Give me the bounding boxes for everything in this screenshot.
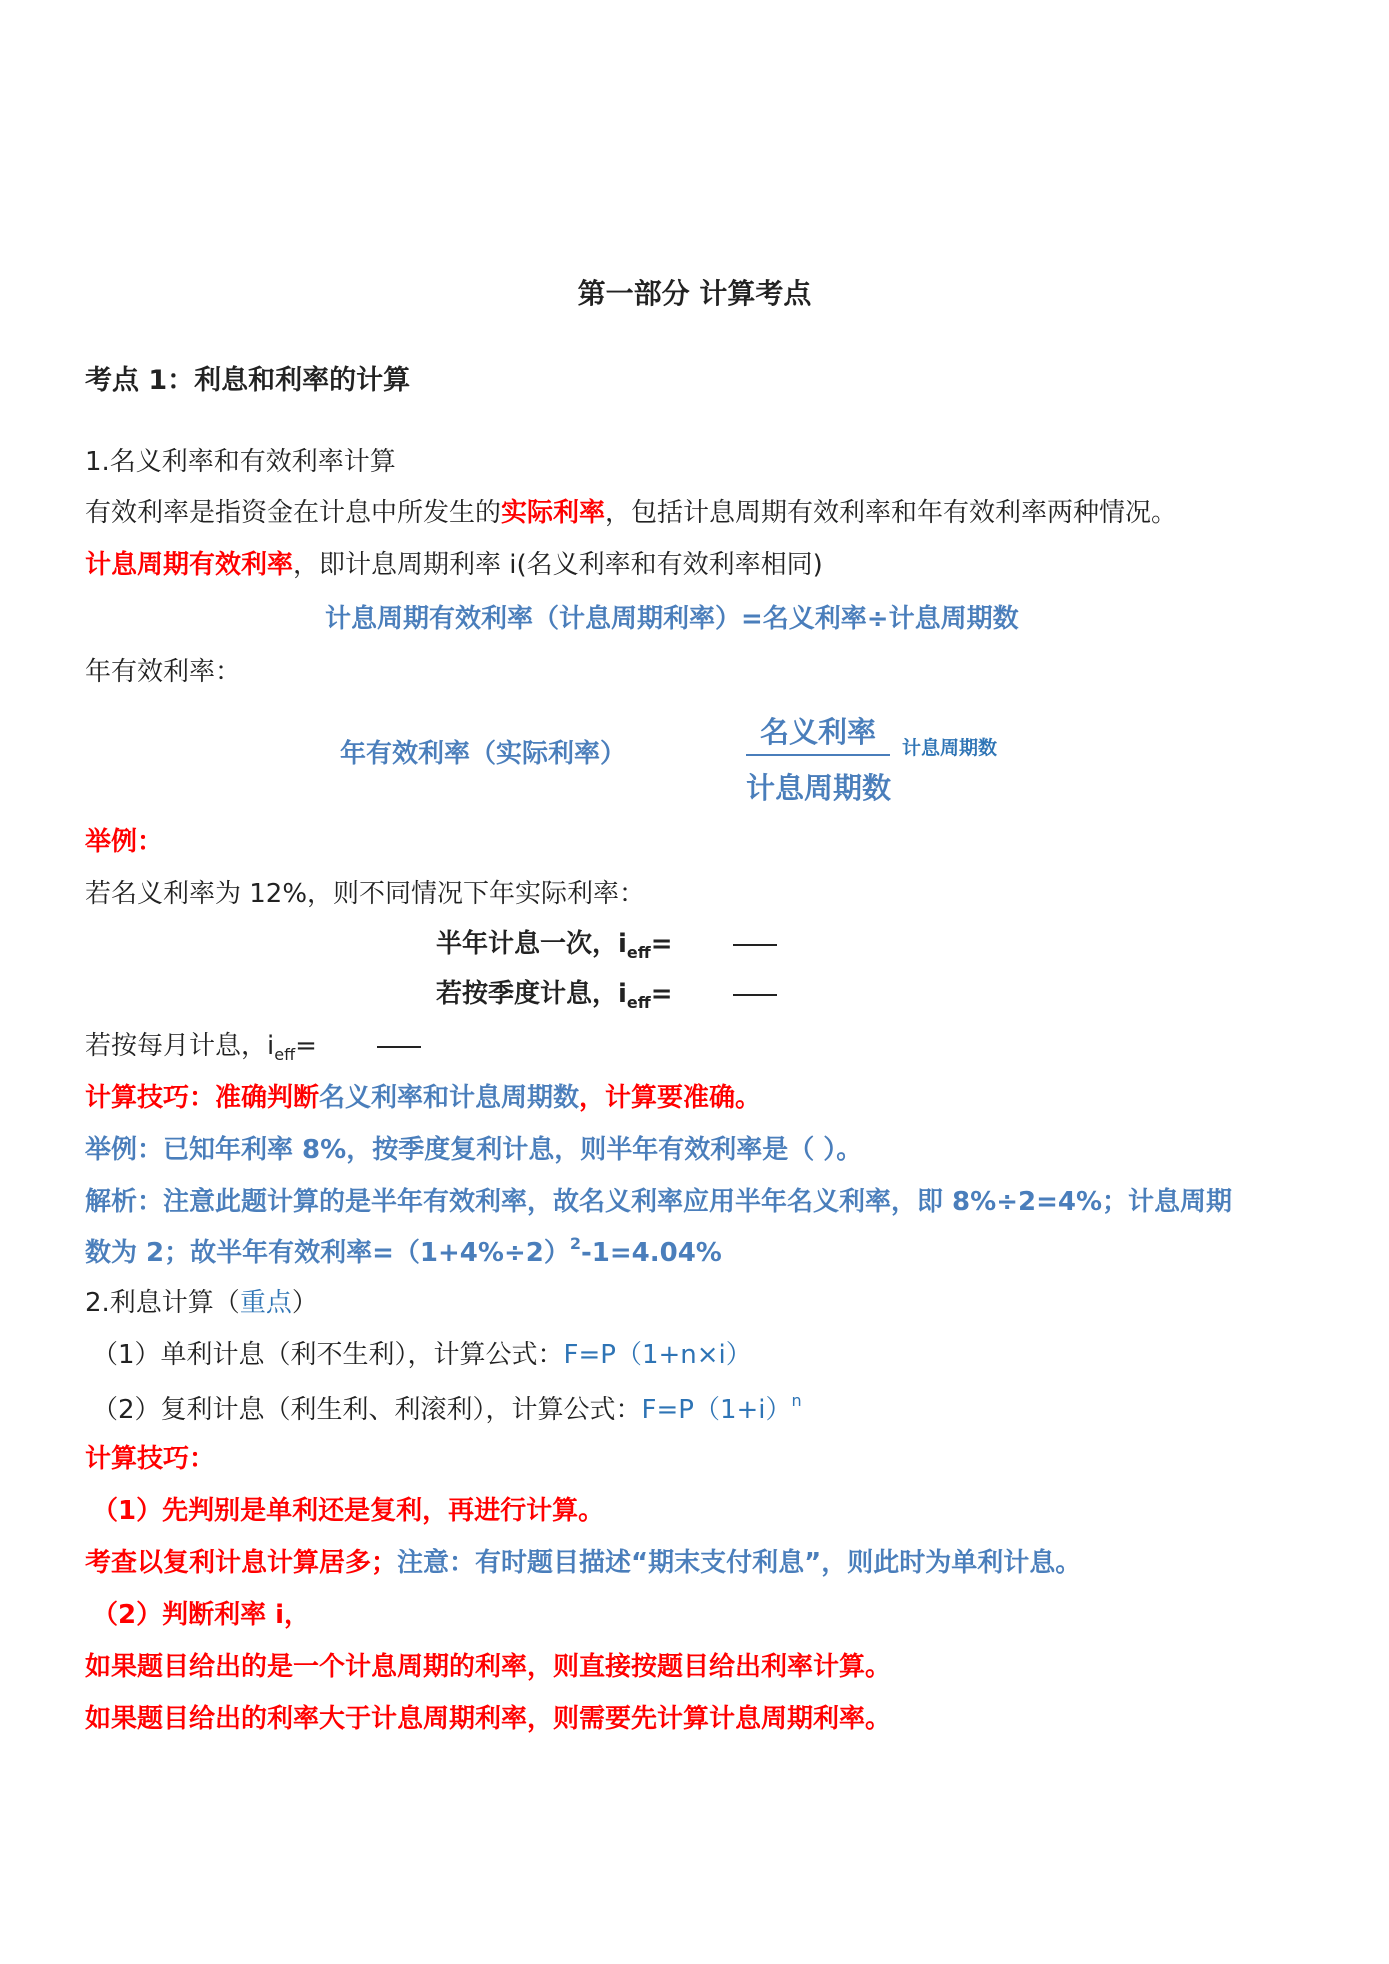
rule-2: 如果题目给出的利率大于计息周期利率，则需要先计算计息周期利率。 — [85, 1704, 892, 1734]
formula-text: F=P（1+i） — [641, 1395, 792, 1425]
analysis-text: -1=4.04% — [580, 1238, 722, 1268]
tip-step-2: （2）判断利率 i， — [92, 1600, 311, 1630]
case-half-year — [436, 928, 777, 963]
blank-line — [377, 1046, 421, 1048]
fraction-denominator: 计息周期数 — [746, 771, 892, 805]
example-text: 若名义利率为 12%，则不同情况下年实际利率： — [85, 879, 646, 909]
tip-label: 计算技巧： — [85, 1444, 216, 1474]
case-quarterly — [436, 978, 777, 1013]
superscript: 2 — [569, 1234, 581, 1253]
subscript: eff — [274, 1045, 296, 1064]
blank-line — [733, 994, 777, 996]
analysis-line-2 — [85, 1234, 722, 1270]
simple-interest-item — [92, 1339, 752, 1372]
item-text: （2）复利计息（利生利、利滚利），计算公式： — [92, 1395, 642, 1425]
superscript: n — [791, 1391, 802, 1410]
tip-highlight: 名义利率和计息周期数 — [319, 1083, 580, 1113]
formula-text: F=P（1+n×i） — [563, 1340, 752, 1370]
fraction-bar — [746, 754, 890, 756]
case-text: 若按每月计息，i — [85, 1031, 275, 1061]
highlight-text: 计息周期有效利率 — [85, 550, 294, 580]
analysis-line-1: 解析：注意此题计算的是半年有效利率，故名义利率应用半年名义利率，即 8%÷2=4%；计息周期 — [85, 1187, 1232, 1217]
equals: = — [650, 929, 673, 959]
example-label: 举例： — [85, 827, 164, 857]
example-question: 举例：已知年利率 8%，按季度复利计息，则半年有效利率是（ ）。 — [85, 1135, 863, 1165]
tip-text: ，计算要准确。 — [579, 1083, 762, 1113]
highlight-text: 实际利率 — [501, 498, 606, 528]
text: ，包括计息周期有效利率和年有效利率两种情况。 — [605, 498, 1178, 528]
paragraph-period-rate — [85, 549, 823, 582]
text: ，即计息周期利率 i(名义利率和有效利率相同) — [293, 550, 823, 580]
rule-1: 如果题目给出的是一个计息周期的利率，则直接按题目给出利率计算。 — [85, 1652, 892, 1682]
subsection-heading-2 — [85, 1287, 318, 1320]
annual-rate-label: 年有效利率： — [85, 657, 242, 687]
compound-note — [85, 1547, 1081, 1580]
heading-text: ） — [291, 1288, 318, 1318]
calc-tip — [85, 1082, 761, 1115]
note-text: 考查以复利计息计算居多； — [85, 1548, 398, 1578]
equals: = — [650, 979, 673, 1009]
case-monthly — [85, 1030, 421, 1065]
subscript: eff — [626, 993, 651, 1012]
subscript: eff — [626, 943, 651, 962]
heading-text: 2.利息计算（ — [85, 1288, 240, 1318]
page-title: 第一部分 计算考点 — [577, 277, 812, 310]
case-text: 若按季度计息，i — [436, 979, 627, 1009]
formula-annual-left: 年有效利率（实际利率） — [340, 739, 627, 769]
paragraph-definition — [85, 497, 1177, 530]
tip-text: 计算技巧：准确判断 — [85, 1083, 320, 1113]
equals: = — [295, 1031, 317, 1061]
fraction-numerator: 名义利率 — [760, 715, 877, 749]
item-text: （1）单利计息（利不生利），计算公式： — [92, 1340, 564, 1370]
formula-period-rate: 计息周期有效利率（计息周期利率）=名义利率÷计息周期数 — [325, 604, 1019, 634]
note-highlight: 注意：有时题目描述“期末支付利息”，则此时为单利计息。 — [397, 1548, 1082, 1578]
heading-highlight: 重点 — [239, 1288, 292, 1318]
compound-interest-item — [92, 1391, 802, 1427]
section-heading: 考点 1：利息和利率的计算 — [85, 365, 411, 396]
fraction-exponent: 计息周期数 — [902, 737, 998, 759]
subsection-heading: 1.名义利率和有效利率计算 — [85, 447, 396, 477]
case-text: 半年计息一次，i — [436, 929, 627, 959]
text: 有效利率是指资金在计息中所发生的 — [85, 498, 502, 528]
analysis-text: 数为 2；故半年有效利率=（1+4%÷2） — [85, 1238, 570, 1268]
tip-step-1: （1）先判别是单利还是复利，再进行计算。 — [92, 1496, 605, 1526]
blank-line — [733, 944, 777, 946]
